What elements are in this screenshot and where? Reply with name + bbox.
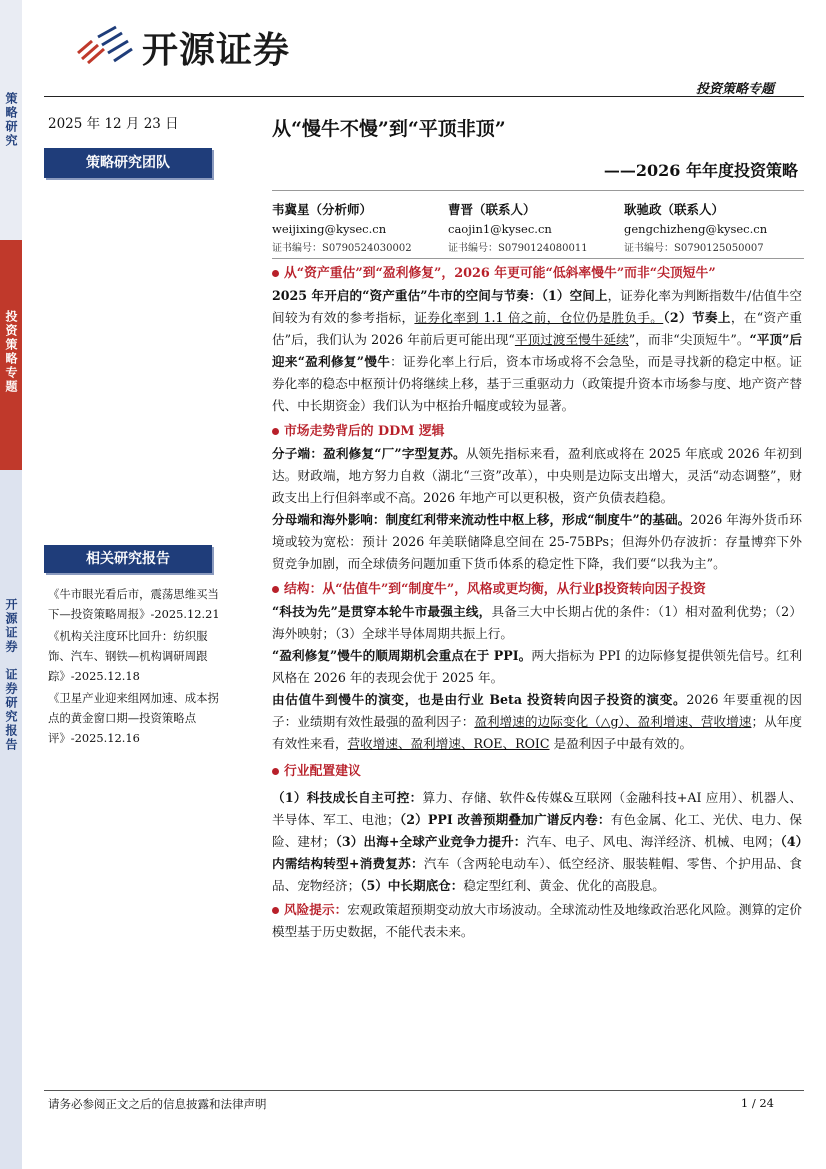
bold-text: （5）中长期底仓： [360,878,464,893]
underlined-text: 证券化率到 1.1 倍之前，仓位仍是胜负手。 [414,310,664,325]
author-cert: 证书编号：S0790125050007 [624,243,764,254]
page-number: 1 / 24 [740,1096,774,1110]
author-name: 韦冀星（分析师） [272,202,373,217]
author-name: 曹晋（联系人） [448,202,536,217]
body-text: 是盈利因子中最有效的。 [549,736,693,751]
bold-text: （2）节奏上 [663,310,731,325]
side-strip-middle-label: 投资策略专题 [4,310,18,394]
section-2-body-2 [272,509,802,575]
section-4-body [272,787,802,897]
section-2-body-1 [272,443,802,509]
section-2-heading: 市场走势背后的 DDM 逻辑 [284,424,445,439]
bold-text: “盈利修复”慢牛的顺周期机会重点在于 PPI。 [272,648,532,663]
section-3-body-2 [272,645,802,689]
section-3-heading: 结构：从“估值牛”到“制度牛”，风格或更均衡，从行业β投资转向因子投资 [284,582,706,597]
footer-divider [44,1090,804,1091]
body-text: 2026 年海外货币环境或较为宽松：预计 2026 年美联储降息空间在 25-75BPs；但海外仍存波折：存量博弈下外贸竞争加剧，而全球债务问题加重下货币体系的稳定性下降，我们要“以我为主”。 [272,512,802,571]
bold-text: （4）内需结构转型+消费复苏： [272,834,803,871]
bold-text: “科技为先”是贯穿本轮牛市最强主线， [272,604,492,619]
author-email[interactable]: weijixing@kysec.cn [272,222,387,236]
bold-text: 2025 年开启的“资产重估”牛市的空间与节奏： [272,288,542,303]
body-text: 从领先指标来看，盈利底或将在 2025 年底或 2026 年初到达。财政端，地方努力自救（湖北“三资”改革），中央则是边际支出增大，灵活“动态调整”，财政支出上行但斜率或不高。2026 年地产可以更积极，资产负债表趋稳。 [272,446,802,505]
related-report-link[interactable]: 《机构关注度环比回升：纺织服饰、汽车、钢铁—机构调研周跟踪》-2025.12.18 [48,629,208,683]
bullet-icon [272,586,279,593]
bold-text: （1）空间上 [541,288,608,303]
risk-heading: 风险提示： [284,902,348,917]
body-text: ；从年度有效性来看， [272,714,803,751]
related-reports-label: 相关研究报告 [44,545,212,573]
side-strip-top-label: 策略研究 [4,92,18,148]
author-cert: 证书编号：S0790124080011 [448,243,588,254]
brand-logo [76,22,290,72]
bold-text: 分母端和海外影响：制度红利带来流动性中枢上移，形成“制度牛”的基础。 [272,512,691,527]
author-cert: 证书编号：S0790524030002 [272,243,412,254]
section-3-body-3 [272,689,802,755]
bold-text: “平顶”后迎来“盈利修复”慢牛 [272,332,802,369]
section-1-heading: 从“资产重估”到“盈利修复”，2026 年更可能“低斜率慢牛”而非“尖顶短牛” [284,266,716,281]
side-strip-bottom-label: 开源证券 证券研究报告 [4,598,18,752]
underlined-text: 盈利增速的边际变化（△g）、盈利增速、营收增速 [474,714,752,729]
risk-warning [272,899,802,943]
side-strip-bottom [0,470,22,1169]
section-heading [272,421,802,443]
section-1-body [272,285,802,417]
author-email[interactable]: gengchizheng@kysec.cn [624,222,768,236]
body-text: 稳定型红利、黄金、优化的高股息。 [463,878,665,893]
underlined-text: 平顶过渡至慢牛延续 [514,332,629,347]
body-text: 两大指标为 PPI 的边际修复提供领先信号。红利风格在 2026 年的表现会优于 2025 年。 [272,648,802,685]
author-name: 耿驰政（联系人） [624,202,725,217]
risk-text: 宏观政策超预期变动放大市场波动。全球流动性及地缘政治恶化风险。测算的定价模型基于历史数据，不能代表未来。 [272,902,803,939]
body-text: ：证券化率上行后，资本市场或将不会急坠，而是寻找新的稳定中枢。证券化率的稳态中枢预计仍将继续上移，基于三重驱动力（政策提升资本市场参与度、地产资产替代、中长期资金）我们认为中枢抬升幅度或较为显著。 [272,354,802,413]
bullet-icon [272,907,279,914]
report-title: 从“慢牛不慢”到“平顶非顶” [272,118,506,140]
bold-text: （3）出海+全球产业竞争力提升： [335,834,527,849]
related-report-link[interactable]: 《卫星产业迎来组网加速、成本拐点的黄金窗口期—投资策略点评》-2025.12.16 [48,691,219,745]
main-content [272,263,802,943]
section-heading [272,263,802,285]
body-text: 算力、存储、软件&传媒&互联网（金融科技+AI 应用）、机器人、半导体、军工、电池； [272,790,802,827]
bold-text: 由估值牛到慢牛的演变，也是由行业 Beta 投资转向因子投资的演变。 [272,692,687,707]
underlined-text: 营收增速、盈利增速、ROE、ROIC [347,736,550,751]
author-divider-top [272,190,804,191]
bullet-icon [272,428,279,435]
bold-text: （2）PPI 改善预期叠加广谱反内卷： [399,812,611,827]
body-text: 2026 年要重视的因子：业绩期有效性最强的盈利因子： [272,692,803,729]
related-reports-list [48,584,228,750]
author-1 [272,200,442,254]
report-subtitle: ——2026 年年度投资策略 [603,161,798,180]
body-text: 具备三大中长期占优的条件：（1）相对盈利优势；（2）海外映射；（3）全球半导体周期共振上行。 [272,604,802,641]
body-text: ，在“资产重估”后，我们认为 2026 年前后更可能出现“ [272,310,802,347]
header-divider [44,96,804,97]
report-date: 2025 年 12 月 23 日 [48,116,179,132]
section-4-heading: 行业配置建议 [284,764,361,779]
bold-text: （1）科技成长自主可控： [272,790,423,805]
team-label: 策略研究团队 [44,148,212,178]
body-text: ，证券化率为判断指数牛/估值牛空间较为有效的参考指标， [272,288,802,325]
bold-text: 分子端：盈利修复“厂”字型复苏。 [272,446,466,461]
bullet-icon [272,768,279,775]
bullet-icon [272,270,279,277]
section-heading [272,579,802,601]
related-report-link[interactable]: 《牛市眼光看后市，震荡思维买当下—投资策略周报》-2025.12.21 [48,587,220,621]
body-text: ”，而非“尖顶短牛”。 [628,332,750,347]
brand-mark-icon [76,23,134,71]
author-email[interactable]: caojin1@kysec.cn [448,222,552,236]
side-strip-top [0,0,22,240]
section-3-body-1 [272,601,802,645]
brand-name: 开源证券 [142,29,291,71]
section-heading [272,761,802,783]
header-series: 投资策略专题 [695,82,774,97]
footer-disclaimer: 请务必参阅正文之后的信息披露和法律声明 [48,1097,267,1111]
author-3 [624,200,794,254]
body-text: 汽车（含两轮电动车）、低空经济、服装鞋帽、零售、个护用品、食品、宠物经济； [272,856,802,893]
side-strip-middle [0,240,22,470]
author-divider-bottom [272,258,804,259]
body-text: 汽车、电子、风电、海洋经济、机械、电网； [526,834,781,849]
author-2 [448,200,618,254]
body-text: 有色金属、化工、光伏、电力、保险、建材； [272,812,803,849]
